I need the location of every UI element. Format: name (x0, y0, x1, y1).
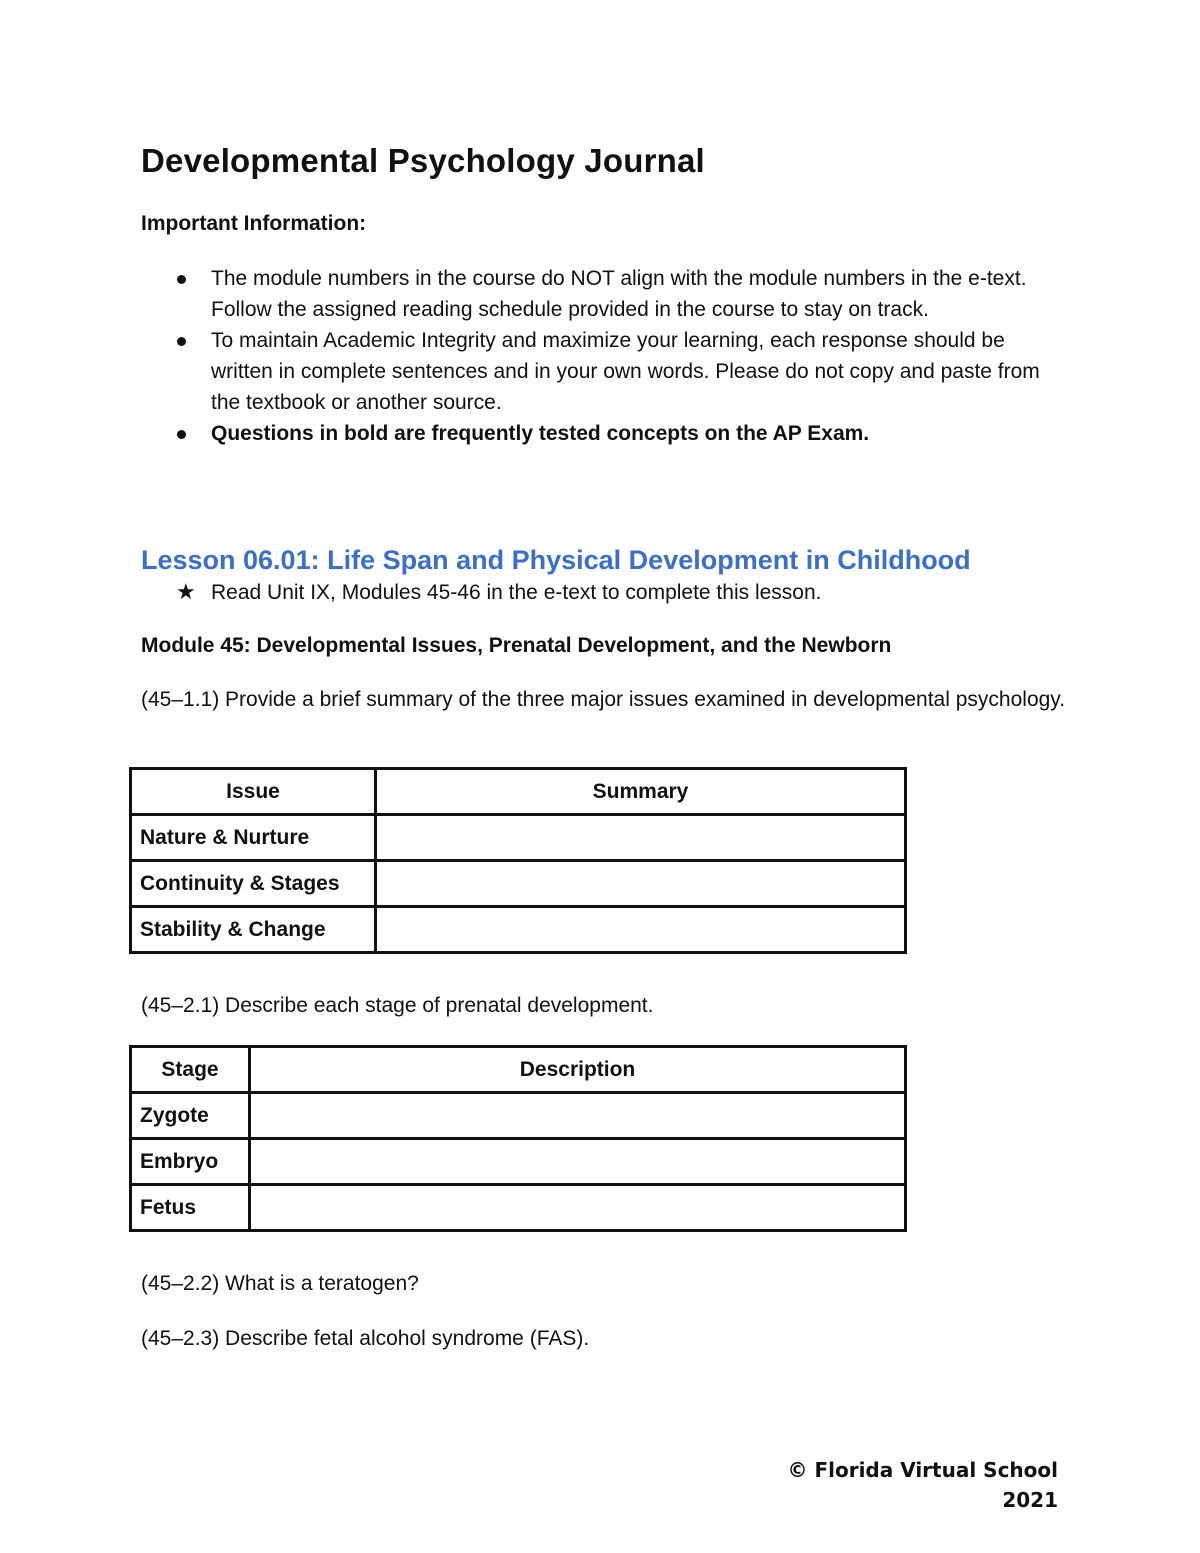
table-row (131, 861, 906, 907)
list-item (141, 418, 1071, 449)
bullet-icon (177, 275, 186, 284)
bullet-icon (177, 430, 186, 439)
stage-cell: Zygote (131, 1093, 250, 1139)
question-45-1-1: (45–1.1) Provide a brief summary of the three major issues examined in developmental psychology. (141, 688, 1066, 711)
issue-cell: Nature & Nurture (131, 815, 376, 861)
important-info-list (141, 263, 1071, 449)
stage-cell: Embryo (131, 1139, 250, 1185)
table-header-row (131, 769, 906, 815)
table-row (131, 1093, 906, 1139)
description-cell[interactable] (250, 1093, 906, 1139)
description-cell[interactable] (250, 1139, 906, 1185)
question-45-2-2: (45–2.2) What is a teratogen? (141, 1272, 419, 1295)
table-header: Summary (376, 769, 906, 815)
reading-note (176, 577, 822, 608)
important-info-heading: Important Information: (141, 212, 367, 235)
issue-cell: Stability & Change (131, 907, 376, 953)
question-45-2-3: (45–2.3) Describe fetal alcohol syndrome (FAS). (141, 1327, 590, 1350)
stages-table (129, 1045, 907, 1232)
table-row (131, 1139, 906, 1185)
list-item (141, 263, 1071, 325)
table-header: Issue (131, 769, 376, 815)
bullet-text: The module numbers in the course do NOT align with the module numbers in the e-text. Follow the assigned reading schedule provided in the course to stay on track. (211, 267, 1027, 321)
page-title: Developmental Psychology Journal (141, 142, 705, 179)
table-row (131, 907, 906, 953)
table-row (131, 1185, 906, 1231)
list-item (141, 325, 1071, 418)
description-cell[interactable] (250, 1185, 906, 1231)
star-icon: ★ (176, 579, 196, 604)
issue-cell: Continuity & Stages (131, 861, 376, 907)
module-heading: Module 45: Developmental Issues, Prenatal Development, and the Newborn (141, 634, 892, 657)
lesson-heading: Lesson 06.01: Life Span and Physical Development in Childhood (141, 545, 971, 575)
table-row (131, 815, 906, 861)
summary-cell[interactable] (376, 815, 906, 861)
summary-cell[interactable] (376, 861, 906, 907)
stage-cell: Fetus (131, 1185, 250, 1231)
issues-table (129, 767, 907, 954)
reading-note-text: Read Unit IX, Modules 45-46 in the e-text to complete this lesson. (211, 581, 822, 604)
bullet-text: To maintain Academic Integrity and maximize your learning, each response should be written in complete sentences and in your own words. Please do not copy and paste from the textbook or another source. (211, 329, 1040, 414)
bullet-icon (177, 337, 186, 346)
table-header: Stage (131, 1047, 250, 1093)
copyright-footer: © Florida Virtual School 2021 (787, 1458, 1058, 1512)
bullet-text: Questions in bold are frequently tested concepts on the AP Exam. (211, 422, 870, 445)
summary-cell[interactable] (376, 907, 906, 953)
table-header: Description (250, 1047, 906, 1093)
table-header-row (131, 1047, 906, 1093)
question-45-2-1: (45–2.1) Describe each stage of prenatal development. (141, 994, 654, 1017)
